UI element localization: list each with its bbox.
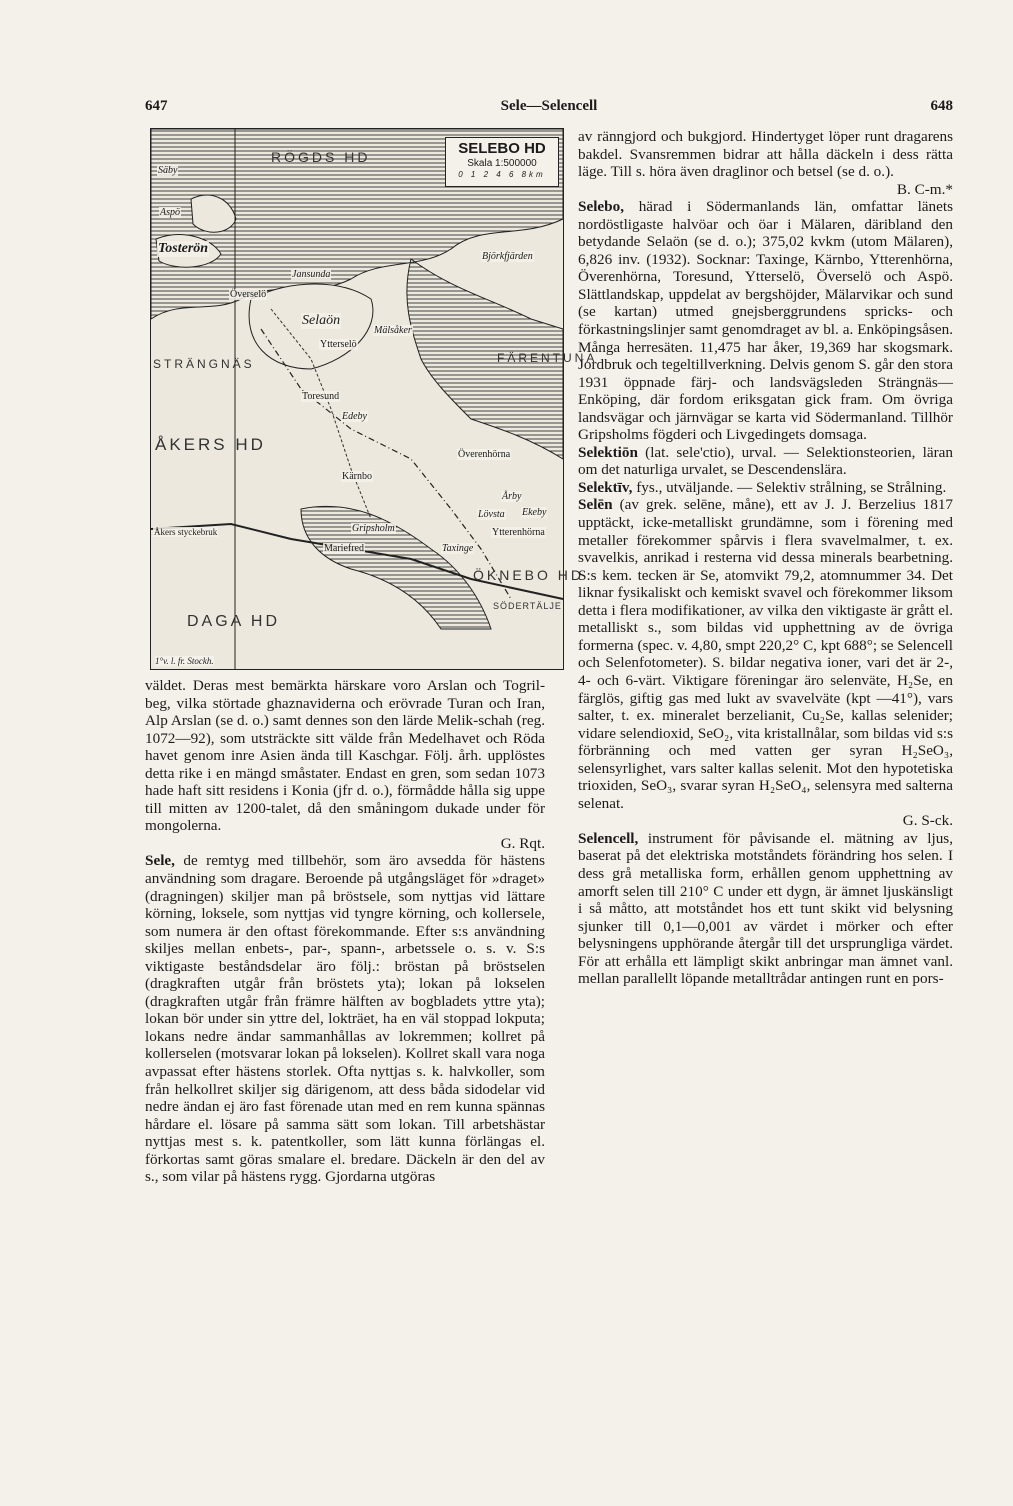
place-tosteron: Tosterön	[158, 241, 209, 256]
place-overenhorna: Överenhörna	[458, 449, 511, 460]
place-jansunda: Jansunda	[292, 269, 331, 280]
place-overselo: Överselö	[230, 289, 267, 300]
place-ytterenhorna: Ytterenhörna	[492, 527, 545, 538]
entry-selencell: Selencell, instrument för påvisande el. mätning av ljus, baserat på det elektriska motståndets förändring hos selen. I dess grå metalliska form, erhållen genom upphettning av amorft selen till 210° C under ett dygn, är ämnet ljuskänsligt i så måtto, att motståndet hos ett tunt skikt vid belysning sjunker till 0,1—0,001 av värdet i mörker och efter belysningens upphörande återgår till det ursprungliga värdet. För att erhålla ett lämpligt skikt anbringar man ämnet vanl. mellan parallellt löpande metalltrådar antingen runt en pors-	[578, 829, 953, 988]
entry-selektion: Selektiōn (lat. sele'ctio), urval. — Selektionsteorien, läran om det naturliga urvalet, se Descendenslära.	[578, 443, 954, 479]
entry-headword: Selencell,	[578, 829, 639, 847]
entry-selektiv: Selektīv, fys., utväljande. — Selektiv strålning, se Strålning.	[578, 478, 947, 496]
place-gripsholm: Gripsholm	[352, 523, 395, 534]
page-number-right: 648	[930, 98, 953, 114]
district-oknebo: ÖKNEBO HD	[473, 567, 585, 583]
signature: G. S-ck.	[902, 812, 953, 830]
entry-headword: Sele,	[145, 852, 175, 870]
place-malsaker: Mälsåker	[374, 325, 412, 336]
entry-selebo: Selebo, härad i Södermanlands län, omfattar länets nordöstligaste halvöar och öar i Mälaren, däribland den betydande Selaön (se d. o.); 375,02 kvkm (utom Mälaren), 6,826 inv. (1932). Socknar: Taxinge, Kärnbo, Ytterenhörna, Överenhörna, Toresund, Ytterselö, Överselö och Aspö. Slättlandskap, uppdelat av bergshöjder, Mälarvikar och sund (se kartan) utmed gnejsberggrundens spricks- och förkastningslinjer samt genomdraget av bl. a. Enköpingsåsen. Många herresäten. 11,475 har åker, 19,369 har skogsmark. Jordbruk och tegeltillverkning. Delvis genom S. går den stora 1931 öppnade färj- och landsvägsleden Strängnäs—Enköping, där fordom eriksgatan gick fram. Om övriga landsvägar och järnvägar se karta vid Södermanland. Tillhör Gripsholms fögderi och Livgedingets domsaga.	[578, 198, 953, 444]
map-scale: Skala 1:500000	[467, 158, 537, 169]
running-head: Sele—Selencell	[500, 98, 598, 114]
page-number-left: 647	[145, 98, 168, 114]
entry-headword: Selebo,	[578, 198, 624, 216]
district-farentuna: FÄRENTUNA	[497, 351, 598, 365]
entry-selen: Selēn (av grek. selēne, måne), ett av J. J. Berzelius 1817 upptäckt, icke-metalliskt grundämne, som i förening med metaller förekommer spårvis i flera svavelmalmer, t. ex. svavelkis, anrikad i resterna vid dessa minerals bearbetning. S:s kem. tecken är Se, atomvikt 79,2, atomnummer 34. Det liknar fysikaliskt och kemiskt svavel och förekommer liksom detta i flera modifikationer, av vilka den viktigaste är grått el. metalliskt s., som bildas vid upphettning av de övriga formerna (spec. v. 4,80, smpt 220,2° C, kpt 688°; se Selencell och Selenfotometer). S. bildar negativa ioner, vari det är 2-, 4- och 6-värt. Viktigare föreningar äro selenväte, H₂Se, en färglös, giftig gas med lukt av svavelväte (kpt —41°), vars salter, t. ex. mineralet berzelianit, Cu₂Se, kallas selenider; vidare selendioxid, SeO₂, vita kristallnålar, som bildas vid s:s förbränning och med vatten ger syran H₂SeO₃, selensyrlighet, vars salter kallas selenit. Mot den hypotetiska trioxiden, SeO₃, svarar syran H₂SeO₄, selensyra med salterna selenat. G. S-ck.	[578, 496, 954, 830]
district-strangnas: STRÄNGNÄS	[153, 357, 255, 371]
map-scale-bar: 0 1 2 4 6 8km	[458, 170, 546, 179]
place-lovsta: Lövsta	[478, 509, 505, 520]
place-edeby: Edeby	[342, 411, 367, 422]
place-arby: Årby	[502, 491, 522, 502]
entry-sele: Sele, de remtyg med tillbehör, som äro avsedda för hästens användning som dragare. Beroende på utgångsläget för »draget» (dragningen) skiljer man på bröstsele, som nyttjas vid lättare körning, loksele, som nyttjas vid tyngre körning, och kollersele, som numera är den oftast förekommande. Efter s:s användning skiljes mellan enbets-, par-, spann-, arbetssele o. s. v. S:s viktigaste beståndsdelar äro följ.: bröstan på bröstselen (dragkraften utgår från bröstets yta); lokan på lokselen (dragkraften utgår från främre hälften av bogbladets yttre yta); lokan bör under sin yttre del, lokträet, ha en väl stoppad lokputa; lokans nedre ändar sammanhållas av lokremmen; kollret på kollerselen (motsvarar lokan på lokselen). Kollret skall vara noga avpassat efter hästens storlek. Ofta nyttjas s. k. halvkoller, som från helkollret skiljer sig därigenom, att dess båda sidodelar vid nedre ändan ej äro fast förenade utan med en rem kunna spännas hårdare el. lösare på samma sätt som lokan. Till arbetshästar nyttjas mest s. k. patentkoller, som lätt kunna förlängas el. förkortas samt göras smalare el. bredare. Däckeln är den del av s., som vilar på hästens rygg. Gjordarna utgöras	[145, 852, 545, 1186]
paragraph-seldjuker-end: väldet. Deras mest bemärkta härskare voro Arslan och Togril-beg, vilka störtade ghaznaviderna och erövrade Turan och Iran, Alp Arslan (se d. o.) samt dennes son den lärde Melik-schah (reg. 1072—92), som utsträckte sitt välde från Medelhavet och Röda havet genom inre Asien ända till Kaschgar. Följ. årh. upplöstes detta rike i en mängd småstater. Endast en gren, som sedan 1073 hade haft sitt residens i Konia (jfr d. o.), förmådde hålla sig uppe till mitten av 1200-talet, då den småningom dukade under för mongolerna. G. Rqt.	[145, 677, 545, 852]
entry-headword: Selēn	[578, 496, 613, 514]
place-selaon: Selaön	[302, 313, 341, 328]
district-daga: DAGA HD	[187, 613, 281, 630]
place-taxinge: Taxinge	[442, 543, 474, 554]
entry-headword: Selektiōn	[578, 443, 638, 461]
signature: B. C-m.*	[896, 180, 953, 198]
place-toresund: Toresund	[302, 391, 340, 402]
map-drawing	[151, 129, 563, 669]
signature: G. Rqt.	[500, 834, 545, 852]
district-akers: ÅKERS HD	[155, 435, 266, 454]
place-bjorkfjarden: Björkfjärden	[482, 251, 533, 262]
entry-headword: Selektīv,	[578, 478, 633, 496]
map-title-box	[445, 137, 559, 187]
left-column	[145, 677, 545, 1186]
place-mariefred: Mariefred	[324, 543, 364, 554]
place-saby: Säby	[158, 165, 178, 176]
district-sodertalje: SÖDERTÄLJE	[493, 601, 562, 611]
paragraph-sele-end: av ränngjord och bukgjord. Hindertyget löper runt dragarens bakdel. Svansremmen bidrar att hålla däckeln i dess rätta läge. Till s. höra även draglinor och betsel (se d. o.). B. C-m.*	[578, 128, 953, 198]
map-credit: 1°v. l. fr. Stockh.	[155, 656, 214, 666]
place-kanbo: Kärnbo	[342, 471, 372, 482]
place-aspo: Aspö	[160, 207, 180, 218]
district-rogds: RÖGDS HD	[271, 149, 371, 165]
right-column	[578, 128, 953, 988]
page-header	[145, 98, 953, 122]
place-akers-styckebruk: Åkers styckebruk	[154, 527, 218, 537]
map-title: SELEBO HD	[458, 140, 546, 157]
place-ytterselo: Ytterselö	[320, 339, 357, 350]
place-ekeby: Ekeby	[522, 507, 547, 518]
